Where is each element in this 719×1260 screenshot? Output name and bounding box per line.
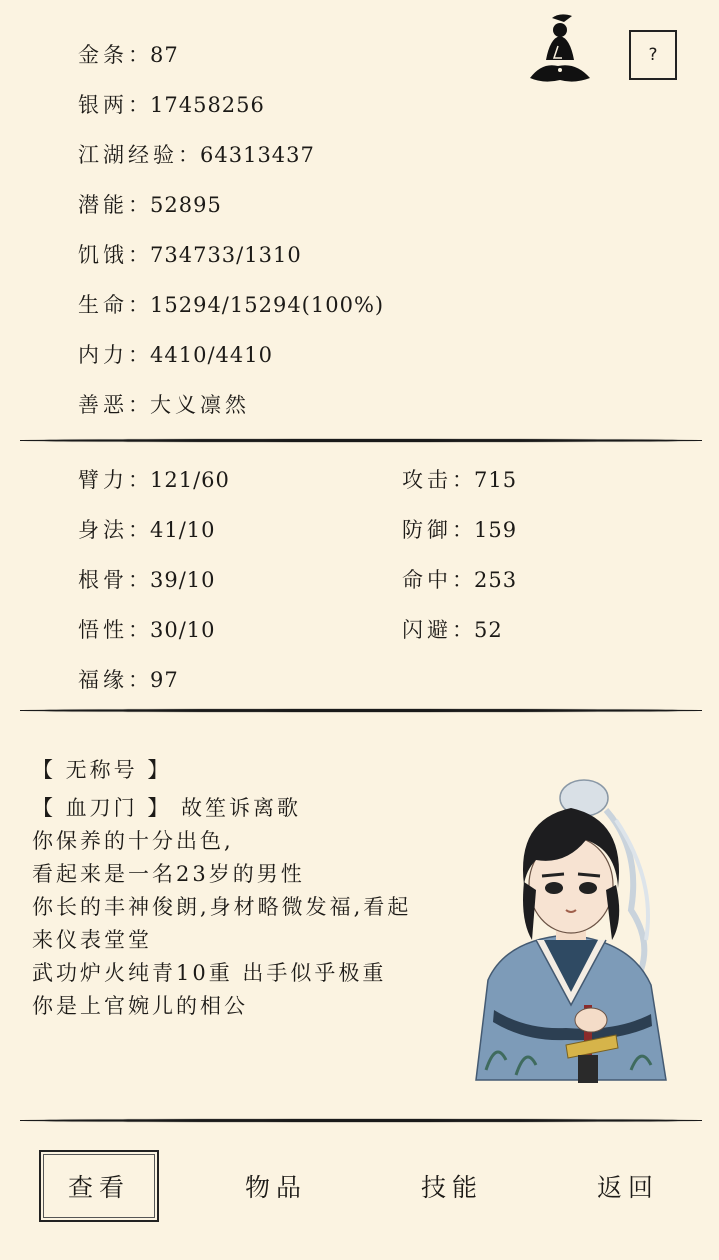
bio-line: 你保养的十分出色,: [32, 829, 234, 853]
gold-stat: 金条：87: [78, 43, 179, 67]
exp-stat: 江湖经验：64313437: [78, 143, 315, 167]
morality-stat: 善恶：大义凛然: [78, 393, 250, 417]
hunger-stat: 饥饿：734733/1310: [78, 243, 302, 267]
bio-line: 看起来是一名23岁的男性: [32, 862, 305, 886]
items-button[interactable]: 物品: [244, 1173, 307, 1202]
agility-stat: 身法：41/10: [78, 518, 216, 542]
bio-line: 你是上官婉儿的相公: [32, 994, 248, 1018]
mp-stat: 内力：4410/4410: [78, 343, 273, 367]
hit-stat: 命中：253: [402, 568, 518, 592]
constitution-stat: 根骨：39/10: [78, 568, 216, 592]
silver-stat: 银两：17458256: [78, 93, 265, 117]
bio-line: 你长的丰神俊朗,身材略微发福,看起: [32, 895, 412, 919]
bio-line: 武功炉火纯青10重 出手似乎极重: [32, 961, 387, 985]
meditating-figure-icon: [524, 12, 594, 88]
skills-button[interactable]: 技能: [420, 1173, 483, 1202]
divider: [24, 709, 698, 712]
strength-stat: 臂力：121/60: [78, 468, 230, 492]
back-button[interactable]: 返回: [596, 1173, 659, 1202]
attack-stat: 攻击：715: [402, 468, 518, 492]
dodge-stat: 闪避：52: [402, 618, 503, 642]
sect-name-line: 【 血刀门 】 故笙诉离歌: [32, 796, 302, 820]
luck-stat: 福缘：97: [78, 668, 179, 692]
bio-line: 来仪表堂堂: [32, 928, 152, 952]
view-button[interactable]: 查看: [39, 1150, 159, 1222]
help-button[interactable]: ?: [629, 30, 677, 80]
intelligence-stat: 悟性：30/10: [78, 618, 216, 642]
hp-stat: 生命：15294/15294(100%): [78, 293, 385, 317]
defense-stat: 防御：159: [402, 518, 518, 542]
potential-stat: 潜能：52895: [78, 193, 222, 217]
title-line: 【 无称号 】: [32, 758, 172, 782]
divider: [24, 1119, 698, 1122]
character-portrait: [466, 770, 676, 1085]
divider: [24, 439, 698, 442]
